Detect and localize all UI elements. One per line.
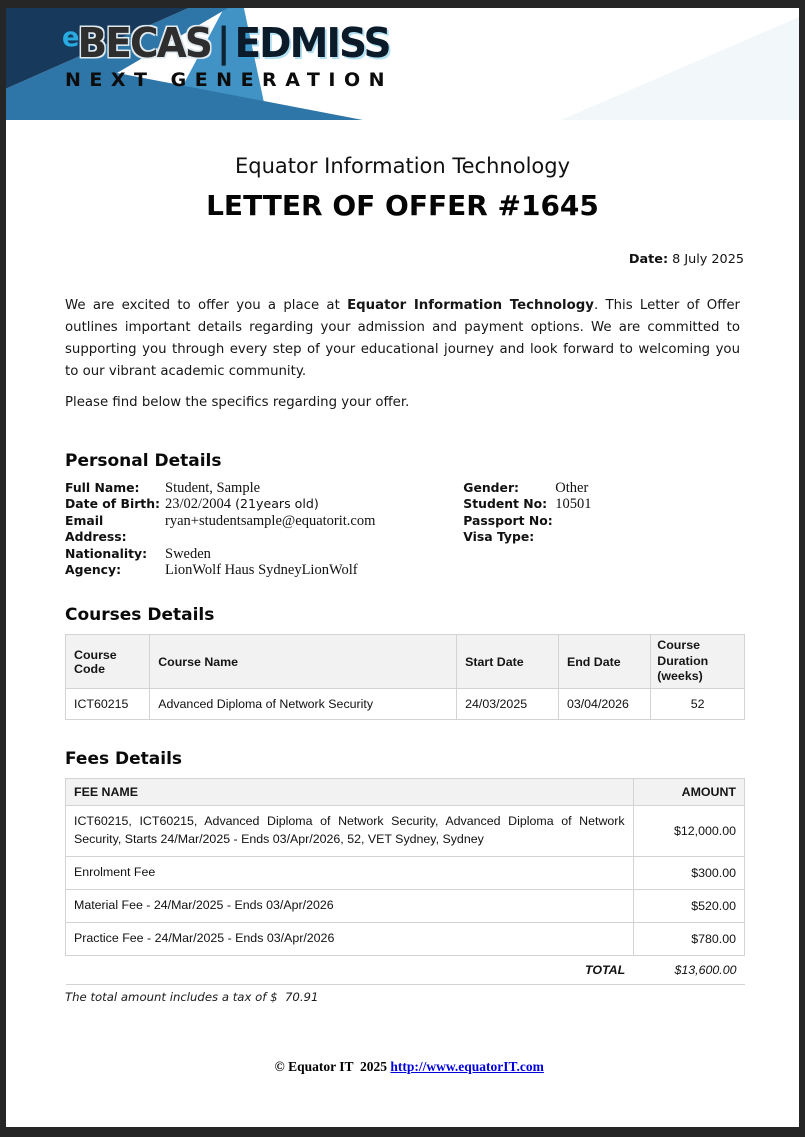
personal-details-left-column bbox=[65, 480, 463, 578]
fee-row bbox=[66, 922, 745, 955]
detail-row-agency bbox=[65, 562, 463, 578]
intro-suffix: . This Letter of Offer outlines important details regarding your admission and payment options. We are committed to supporting you through every step of your educational journey and look forward to welcoming you to our vibrant academic community. bbox=[65, 298, 741, 379]
header-banner bbox=[6, 8, 799, 120]
intro-paragraph bbox=[65, 295, 740, 383]
col-course-name: Course Name bbox=[150, 635, 457, 689]
intro-bold-institution: Equator Information Technology bbox=[347, 298, 594, 313]
fee-amount-cell: $780.00 bbox=[633, 922, 744, 955]
total-label: TOTAL bbox=[66, 955, 634, 984]
fee-name-cell: Material Fee - 24/Mar/2025 - Ends 03/Apr/2026 bbox=[66, 889, 634, 922]
intro-prefix: We are excited to offer you a place at bbox=[65, 298, 348, 313]
personal-details bbox=[65, 480, 740, 578]
course-start-cell: 24/03/2025 bbox=[457, 688, 559, 719]
ebecas-edmiss-logo bbox=[62, 19, 407, 92]
footer-link[interactable]: http://www.equatorIT.com bbox=[390, 1059, 544, 1074]
detail-row-gender bbox=[463, 480, 740, 496]
full-name-value: Student, Sample bbox=[165, 480, 261, 496]
fee-row bbox=[66, 856, 745, 889]
fees-table bbox=[65, 778, 745, 985]
intro-text bbox=[65, 295, 740, 414]
fee-name-cell: Enrolment Fee bbox=[66, 856, 634, 889]
passport-no-label: Passport No: bbox=[463, 512, 553, 528]
tax-note: The total amount includes a tax of $ 70.91 bbox=[65, 989, 319, 1004]
detail-row-visa-type bbox=[463, 529, 740, 545]
total-amount: $13,600.00 bbox=[633, 955, 744, 984]
email-label: Email Address: bbox=[65, 512, 127, 545]
date-line bbox=[6, 252, 744, 267]
student-no-label: Student No: bbox=[463, 496, 548, 512]
date-value: 8 July 2025 bbox=[668, 252, 744, 267]
detail-row-date-of-birth bbox=[65, 496, 463, 512]
logo-becas: BECAS bbox=[77, 19, 212, 67]
date-label: Date: bbox=[628, 252, 669, 267]
col-course-duration: Course Duration (weeks) bbox=[651, 635, 745, 689]
footer bbox=[6, 1043, 799, 1091]
logo-separator: | bbox=[216, 20, 231, 66]
fee-amount-cell: $300.00 bbox=[633, 856, 744, 889]
logo-tagline: NEXT GENERATION bbox=[65, 69, 394, 92]
fees-total-row bbox=[66, 955, 745, 984]
col-fee-name: FEE NAME bbox=[66, 778, 634, 805]
gender-label: Gender: bbox=[463, 480, 520, 495]
course-row bbox=[66, 688, 745, 719]
student-no-value: 10501 bbox=[555, 496, 592, 513]
personal-details-heading: Personal Details bbox=[65, 451, 222, 471]
nationality-value: Sweden bbox=[165, 545, 211, 562]
fee-row bbox=[66, 889, 745, 922]
fee-amount-cell: $520.00 bbox=[633, 889, 744, 922]
course-end-cell: 03/04/2026 bbox=[558, 688, 650, 719]
course-name-cell: Advanced Diploma of Network Security bbox=[150, 688, 457, 719]
fee-name-cell: ICT60215, ICT60215, Advanced Diploma of Network Security, Advanced Diploma of Network Security, Starts 24/Mar/2025 - Ends 03/Apr/2026, 52, VET Sydney, Sydney bbox=[66, 805, 634, 856]
fees-header-row bbox=[66, 778, 745, 805]
fee-row bbox=[66, 805, 745, 856]
col-course-code: Course Code bbox=[66, 635, 150, 689]
document-page bbox=[6, 8, 799, 1127]
visa-type-label: Visa Type: bbox=[463, 529, 535, 545]
agency-value: LionWolf Haus SydneyLionWolf bbox=[165, 562, 358, 579]
copyright-text: © Equator IT 2025 bbox=[274, 1059, 391, 1074]
col-amount: AMOUNT bbox=[633, 778, 744, 805]
email-value: ryan+studentsample@equatorit.com bbox=[165, 512, 376, 529]
fees-details-heading: Fees Details bbox=[65, 748, 183, 769]
course-duration-cell: 52 bbox=[651, 688, 745, 719]
institution-name: Equator Information Technology bbox=[234, 154, 571, 178]
letter-of-offer-title: LETTER OF OFFER #1645 bbox=[206, 189, 599, 222]
fee-amount-cell: $12,000.00 bbox=[633, 805, 744, 856]
courses-details-heading: Courses Details bbox=[65, 605, 215, 626]
personal-details-right-column bbox=[463, 480, 740, 578]
nationality-label: Nationality: bbox=[65, 545, 148, 561]
detail-row-email bbox=[65, 513, 463, 546]
logo-wordmark bbox=[62, 19, 390, 67]
courses-table bbox=[65, 634, 745, 720]
detail-row-student-no bbox=[463, 496, 740, 512]
courses-header-row bbox=[66, 635, 745, 689]
fee-name-cell: Practice Fee - 24/Mar/2025 - Ends 03/Apr/2026 bbox=[66, 922, 634, 955]
full-name-label: Full Name: bbox=[65, 480, 140, 495]
col-start-date: Start Date bbox=[457, 635, 559, 689]
logo-edmiss: EDMISS bbox=[234, 19, 390, 67]
col-end-date: End Date bbox=[558, 635, 650, 689]
detail-row-passport-no bbox=[463, 513, 740, 529]
date-of-birth-value: 23/02/2004 bbox=[165, 496, 232, 513]
detail-row-nationality bbox=[65, 546, 463, 562]
age-suffix: (21years old) bbox=[231, 496, 319, 512]
agency-label: Agency: bbox=[65, 562, 122, 578]
date-of-birth-label: Date of Birth: bbox=[65, 496, 161, 512]
logo-e: e bbox=[62, 22, 80, 53]
detail-row-full-name bbox=[65, 480, 463, 496]
course-code-cell: ICT60215 bbox=[66, 688, 150, 719]
gender-value: Other bbox=[555, 480, 589, 496]
intro-second-paragraph: Please find below the specifics regarding your offer. bbox=[65, 395, 410, 410]
